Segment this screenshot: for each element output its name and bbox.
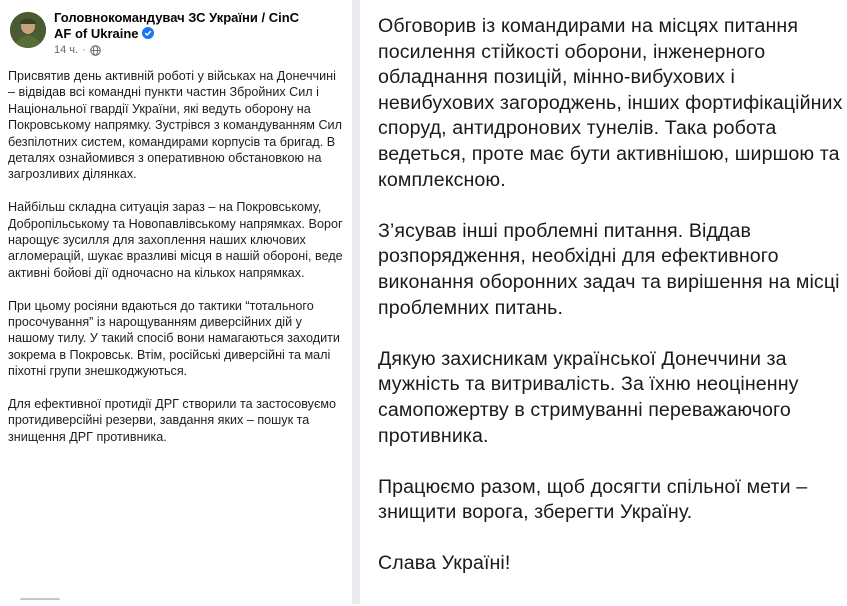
meta-separator: · xyxy=(82,44,86,56)
post-paragraph: Для ефективної протидії ДРГ створили та застосовуємо протидиверсійні резерви, завдання яких – пошук та знищення ДРГ противника. xyxy=(8,397,337,444)
continuation-text xyxy=(378,14,843,603)
globe-icon xyxy=(90,45,101,56)
post-header xyxy=(10,8,350,58)
panel-divider xyxy=(352,0,360,604)
continuation-paragraph: Слава Україні! xyxy=(378,552,511,575)
post-paragraph: Найбільш складна ситуація зараз – на Покровському, Добропільському та Новопавлівському напрямках. Ворог нарощує зусилля для захоплення наших ключових агломерацій, шукає вразливі місця в нашій обороні, веде активні бойові дії одночасно на кількох напрямках. xyxy=(8,200,343,280)
facebook-post-panel xyxy=(0,0,352,604)
post-continuation-panel xyxy=(360,0,847,604)
author-name-line1[interactable]: Головнокомандувач ЗС України / CinC xyxy=(54,10,300,25)
post-paragraph: При цьому росіяни вдаються до тактики “тотального просочування” із нарощуванням диверсійних дій у нашому тилу. У такий спосіб вони намагаються заходити зокрема в Покровськ. Втім, російські диверсійні та малі піхотні групи знешкоджуються. xyxy=(8,298,340,379)
post-author[interactable] xyxy=(54,10,344,42)
avatar[interactable] xyxy=(10,12,46,48)
author-name-line2[interactable]: AF of Ukraine xyxy=(54,26,139,41)
continuation-paragraph: Працюємо разом, щоб досягти спільної мети – знищити ворога, зберегти Україну. xyxy=(378,475,808,524)
post-time[interactable]: 14 ч. xyxy=(54,44,79,56)
post-body xyxy=(8,68,346,462)
continuation-paragraph: З’ясував інші проблемні питання. Віддав розпорядження, необхідні для ефективного виконання оборонних задач та вирішення на місці проблемних питань. xyxy=(378,219,840,319)
continuation-paragraph: Дякую захисникам української Донеччини за мужність та витривалість. За їхню неоціненну самопожертву в стримуванні переважаючого противника. xyxy=(378,347,799,447)
verified-badge-icon xyxy=(142,27,154,39)
post-paragraph: Присвятив день активній роботі у військах на Донеччині – відвідав всі командні пункти частин Збройних Сил і Національної гвардії України, які ведуть оборону на Покровському напрямку. Зустрівся з командуванням Сил безпілотних систем, командирами корпусів та бригад. В деталях ознайомився з оперативною обстановкою на загрозливих ділянках. xyxy=(8,69,342,182)
continuation-paragraph: Обговорив із командирами на місцях питання посилення стійкості оборони, інженерного обладнання позицій, мінно-вибухових і невибухових загороджень, інших фортифікаційних споруд, антидронових тунелів. Така робота ведеться, проте має бути активнішою, ширшою та комплексною. xyxy=(378,15,843,191)
post-meta xyxy=(54,44,101,56)
cropped-reactions-bar xyxy=(20,598,60,606)
